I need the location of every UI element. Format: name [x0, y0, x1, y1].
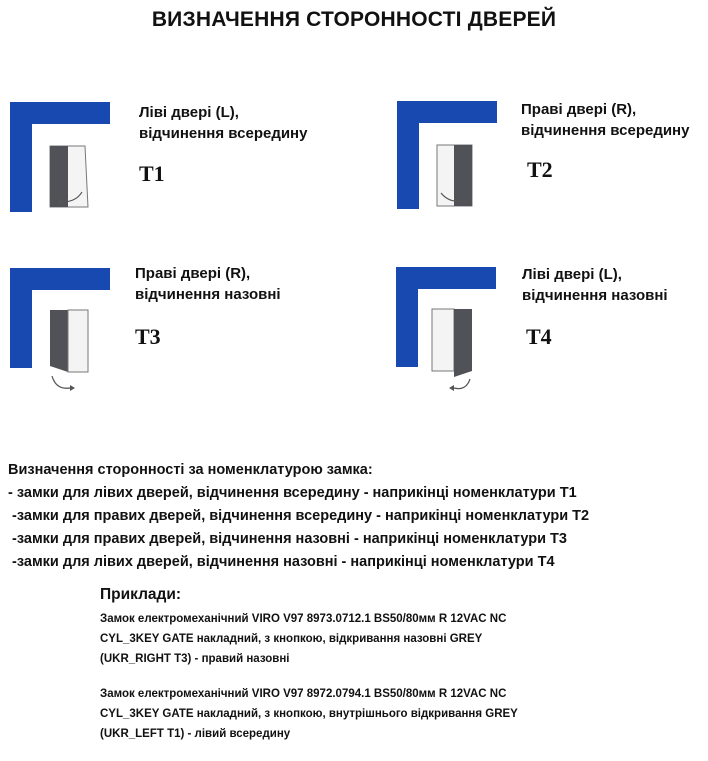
example-line: (UKR_LEFT T1) - лівий всередину: [100, 728, 291, 740]
door-label-line2: відчинення всередину: [521, 122, 690, 139]
door-label-line2: відчинення всередину: [139, 125, 308, 142]
door-label-line1: Ліві двері (L),: [522, 266, 622, 283]
example-line: CYL_3KEY GATE накладний, з кнопкою, внутрішнього відкривання GREY: [100, 708, 518, 720]
example-line: Замок електромеханічний VIRO V97 8973.0712.1 BS50/80мм R 12VAC NC: [100, 613, 507, 625]
nomenclature-item: -замки для правих дверей, відчинення назовні - наприкінці номенклатури T3: [8, 531, 567, 547]
door-label-line1: Праві двері (R),: [521, 101, 637, 118]
door-code: T3: [135, 324, 161, 349]
door-label-line1: Ліві двері (L),: [139, 104, 239, 121]
example-line: CYL_3KEY GATE накладний, з кнопкою, відкривання назовні GREY: [100, 633, 483, 645]
page-title: ВИЗНАЧЕННЯ СТОРОННОСТІ ДВЕРЕЙ: [151, 8, 557, 31]
door-code: T4: [526, 324, 552, 349]
nomenclature-block: [8, 459, 589, 574]
example-line: (UKR_RIGHT T3) - правий назовні: [100, 653, 290, 665]
door-left-inward-icon: [10, 102, 110, 212]
door-label-line2: відчинення назовні: [522, 287, 668, 304]
door-left-outward-icon: [396, 267, 496, 377]
door-label-line1: Праві двері (R),: [135, 265, 251, 282]
example-line: Замок електромеханічний VIRO V97 8972.0794.1 BS50/80мм R 12VAC NC: [100, 688, 507, 700]
door-code: T2: [527, 157, 553, 182]
door-right-outward-icon: [10, 268, 110, 378]
door-code: T1: [139, 161, 165, 186]
example-1: [100, 609, 506, 669]
nomenclature-item: -замки для правих дверей, відчинення всередину - наприкінці номенклатури T2: [8, 508, 590, 524]
door-label-line2: відчинення назовні: [135, 286, 281, 303]
nomenclature-item: - замки для лівих дверей, відчинення всередину - наприкінці номенклатури T1: [8, 485, 577, 501]
example-2: [100, 684, 518, 744]
nomenclature-heading: Визначення сторонності за номенклатурою замка:: [8, 462, 373, 478]
door-right-inward-icon: [397, 101, 497, 211]
nomenclature-item: -замки для лівих дверей, відчинення назовні - наприкінці номенклатури T4: [8, 554, 555, 570]
examples-heading: Приклади:: [100, 586, 182, 603]
